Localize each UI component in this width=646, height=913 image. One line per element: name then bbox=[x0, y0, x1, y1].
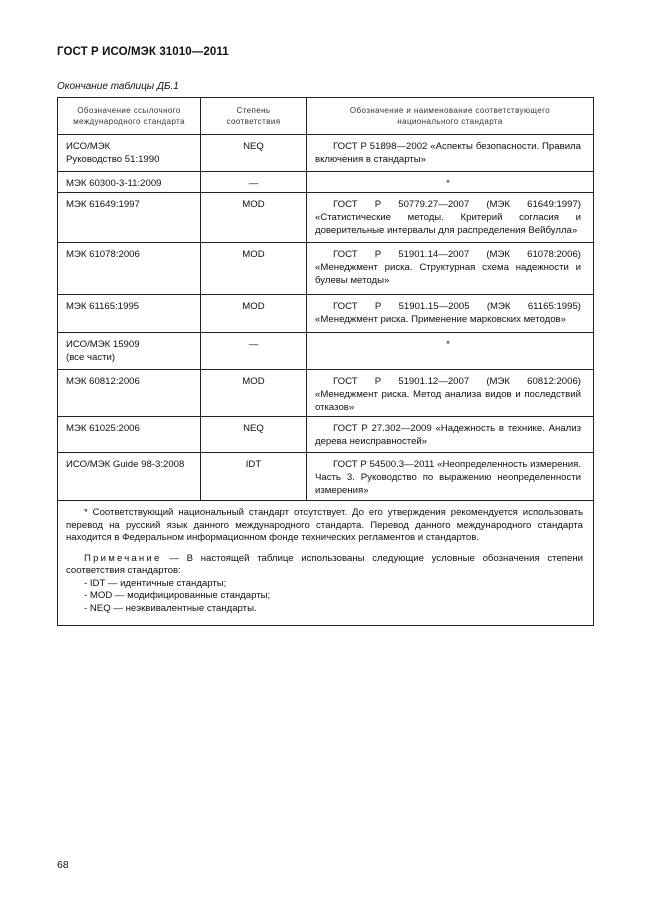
degree-cell: MOD bbox=[201, 295, 307, 333]
table-notes-cell bbox=[58, 501, 594, 626]
page-number: 68 bbox=[57, 859, 69, 871]
table-row bbox=[58, 333, 594, 370]
table-row bbox=[58, 417, 594, 453]
table-footnote: * Соответствующий национальный стандарт отсутствует. До его утверждения рекомендуется использовать перевод на русский язык данного международного стандарта. Перевод данного международного стандарта находится в Федеральном информационном фонде технических регламентов и стандартов. bbox=[66, 507, 583, 543]
standards-table-container bbox=[57, 97, 593, 626]
legend-item-idt: - IDT — идентичные стандарты; bbox=[84, 577, 227, 589]
reference-text: МЭК 60300-3-11:2009 bbox=[66, 178, 162, 189]
header-text: соответствия bbox=[226, 117, 281, 126]
reference-cell bbox=[58, 243, 201, 295]
table-row bbox=[58, 295, 594, 333]
degree-cell: NEQ bbox=[201, 417, 307, 453]
header-text: Обозначение и наименование соответствующего bbox=[349, 106, 551, 115]
table-row bbox=[58, 193, 594, 243]
reference-text: (все части) bbox=[66, 352, 116, 363]
reference-text: ИСО/МЭК Guide 98-3:2008 bbox=[66, 459, 185, 470]
table-row bbox=[58, 453, 594, 501]
national-standard-cell: ГОСТ Р 54500.3—2011 «Неопределенность измерения. Часть 3. Руководство по выражению неопределенности измерения» bbox=[307, 453, 594, 501]
national-standard-cell: ГОСТ Р 51901.12—2007 (МЭК 60812:2006) «Менеджмент риска. Метод анализа видов и последствий отказов» bbox=[307, 370, 594, 417]
table-row bbox=[58, 243, 594, 295]
reference-text: МЭК 60812:2006 bbox=[66, 376, 140, 387]
reference-cell bbox=[58, 453, 201, 501]
degree-cell: — bbox=[201, 172, 307, 193]
document-header: ГОСТ Р ИСО/МЭК 31010—2011 bbox=[57, 46, 229, 58]
table-row bbox=[58, 172, 594, 193]
degree-cell: MOD bbox=[201, 370, 307, 417]
table-header-row bbox=[58, 98, 594, 135]
note-text: — В настоящей таблице использованы следующие условные обозначения степени соответствия стандартов: bbox=[66, 552, 583, 576]
header-reference-standard bbox=[58, 98, 201, 135]
note-label: Примечание bbox=[84, 552, 162, 564]
header-text: Обозначение ссылочного bbox=[77, 106, 181, 115]
reference-cell bbox=[58, 135, 201, 172]
degree-cell: IDT bbox=[201, 453, 307, 501]
national-standard-cell: ГОСТ Р 51898—2002 «Аспекты безопасности. Правила включения в стандарты» bbox=[307, 135, 594, 172]
degree-cell: NEQ bbox=[201, 135, 307, 172]
degree-cell: MOD bbox=[201, 243, 307, 295]
table-caption: Окончание таблицы ДБ.1 bbox=[57, 81, 179, 92]
header-text: национального стандарта bbox=[397, 117, 503, 126]
header-text: Степень bbox=[236, 106, 271, 115]
legend-item-neq: - NEQ — неэквивалентные стандарты. bbox=[84, 602, 257, 614]
legend-item-mod: - MOD — модифицированные стандарты; bbox=[84, 590, 271, 601]
header-degree bbox=[201, 98, 307, 135]
reference-cell bbox=[58, 333, 201, 370]
national-standard-cell: ГОСТ Р 50779.27—2007 (МЭК 61649:1997) «Статистические методы. Критерий согласия и доверительные интервалы для распределения Вейбулла» bbox=[307, 193, 594, 243]
table-note bbox=[66, 553, 583, 578]
table-notes-row bbox=[58, 501, 594, 626]
reference-cell bbox=[58, 370, 201, 417]
table-row bbox=[58, 370, 594, 417]
reference-text: МЭК 61078:2006 bbox=[66, 249, 140, 260]
reference-cell bbox=[58, 295, 201, 333]
header-text: международного стандарта bbox=[73, 117, 185, 126]
reference-cell bbox=[58, 172, 201, 193]
reference-text: ИСО/МЭК 15909 bbox=[66, 339, 140, 350]
national-standard-cell: ГОСТ Р 27.302—2009 «Надежность в технике. Анализ дерева неисправностей» bbox=[307, 417, 594, 453]
reference-cell bbox=[58, 417, 201, 453]
reference-cell bbox=[58, 193, 201, 243]
reference-text: МЭК 61649:1997 bbox=[66, 199, 140, 210]
reference-text: Руководство 51:1990 bbox=[66, 154, 160, 165]
reference-text: МЭК 61025:2006 bbox=[66, 423, 140, 434]
reference-text: МЭК 61165:1995 bbox=[66, 301, 140, 312]
degree-cell: — bbox=[201, 333, 307, 370]
standards-table bbox=[57, 97, 594, 626]
national-standard-cell: ГОСТ Р 51901.14—2007 (МЭК 61078:2006) «Менеджмент риска. Структурная схема надежности и булевы методы» bbox=[307, 243, 594, 295]
reference-text: ИСО/МЭК bbox=[66, 141, 111, 152]
national-standard-cell: ГОСТ Р 51901.15—2005 (МЭК 61165:1995) «Менеджмент риска. Применение марковских методов» bbox=[307, 295, 594, 333]
table-row bbox=[58, 135, 594, 172]
header-national-standard bbox=[307, 98, 594, 135]
degree-cell: MOD bbox=[201, 193, 307, 243]
national-standard-cell: * bbox=[307, 333, 594, 370]
national-standard-cell: * bbox=[307, 172, 594, 193]
